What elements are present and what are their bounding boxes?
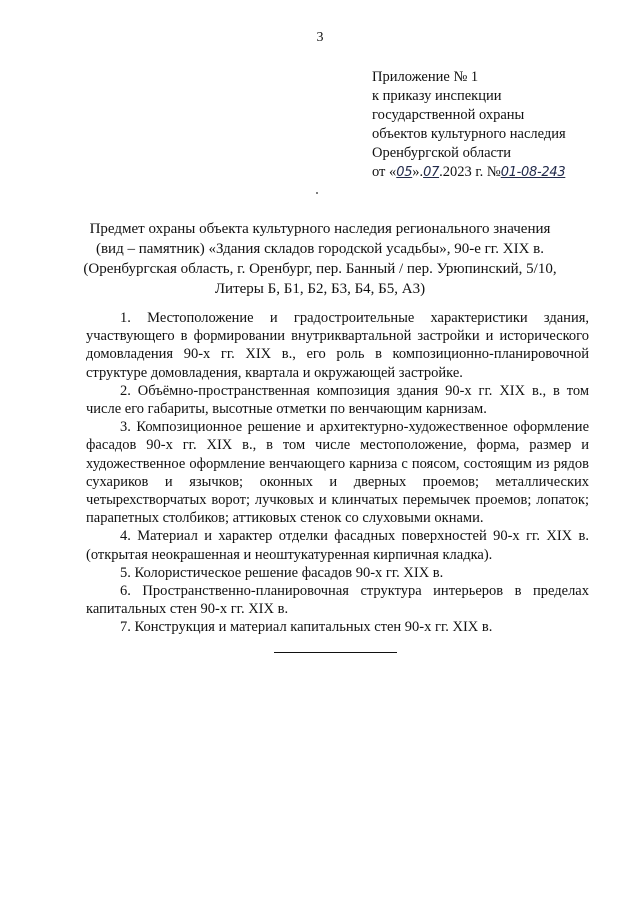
stray-dot xyxy=(316,192,318,194)
title-line-4: Литеры Б, Б1, Б2, Б3, Б4, Б5, А3) xyxy=(214,281,426,297)
date-month-handwritten: 07 xyxy=(423,165,440,180)
protection-item-5: 5. Колористическое решение фасадов 90-х гг. XIX в. xyxy=(120,564,444,581)
protection-item-4: 4. Материал и характер отделки фасадных поверхностей 90-х гг. XIX в. (открытая неокрашенная и неоштукатуренная кирпичная кладка). xyxy=(86,528,589,563)
appendix-line-4: объектов культурного наследия xyxy=(372,126,566,142)
closing-rule xyxy=(274,652,397,653)
date-day-handwritten: 05 xyxy=(396,165,413,180)
appendix-line-5: Оренбургской области xyxy=(372,145,512,161)
appendix-line-2: к приказу инспекции xyxy=(372,88,502,104)
date-year: .2023 г. № xyxy=(439,164,501,180)
protection-item-6: 6. Пространственно-планировочная структура интерьеров в пределах капитальных стен 90-х гг. XIX в. xyxy=(86,583,589,618)
protection-item-1: 1. Местоположение и градостроительные характеристики здания, участвующего в формировании внутриквартальной застройки и исторического домовладения 90-х гг. XIX в., его роль в композиционно-планировочной структуре домовладения, квартала и окружающей застройке. xyxy=(86,310,589,381)
protection-item-2: 2. Объёмно-пространственная композиция здания 90-х гг. XIX в., в том числе его габариты, высотные отметки по венчающим карнизам. xyxy=(86,382,589,418)
appendix-block xyxy=(372,68,622,182)
document-title xyxy=(60,219,580,299)
title-line-1: Предмет охраны объекта культурного наследия регионального значения xyxy=(89,221,551,237)
date-prefix: от « xyxy=(372,164,397,180)
doc-number-handwritten: 01-08-243 xyxy=(500,165,566,180)
page-number: 3 xyxy=(316,30,324,45)
date-mid: ». xyxy=(412,164,424,180)
title-line-2: (вид – памятник) «Здания складов городской усадьбы», 90-е гг. XIX в. xyxy=(95,241,545,257)
appendix-date-line xyxy=(372,163,622,182)
appendix-line-3: государственной охраны xyxy=(372,107,525,123)
protection-item-3: 3. Композиционное решение и архитектурно-художественное оформление фасадов 90-х гг. XIX в., в том числе местоположение, форма, размер и художественное оформление венчающего карниза с поясом, состоящим из рядов сухариков и язычков; оконных и дверных проемов; металлических четырехстворчатых ворот; лучковых и клинчатых перемычек проемов; лопаток; парапетных столбиков; аттиковых стенок со слуховыми окнами. xyxy=(86,419,589,527)
appendix-line-1: Приложение № 1 xyxy=(372,69,479,85)
protection-items-list xyxy=(86,309,589,637)
title-line-3: (Оренбургская область, г. Оренбург, пер. Банный / пер. Урюпинский, 5/10, xyxy=(83,261,557,277)
protection-item-7: 7. Конструкция и материал капитальных стен 90-х гг. XIX в. xyxy=(120,619,493,636)
